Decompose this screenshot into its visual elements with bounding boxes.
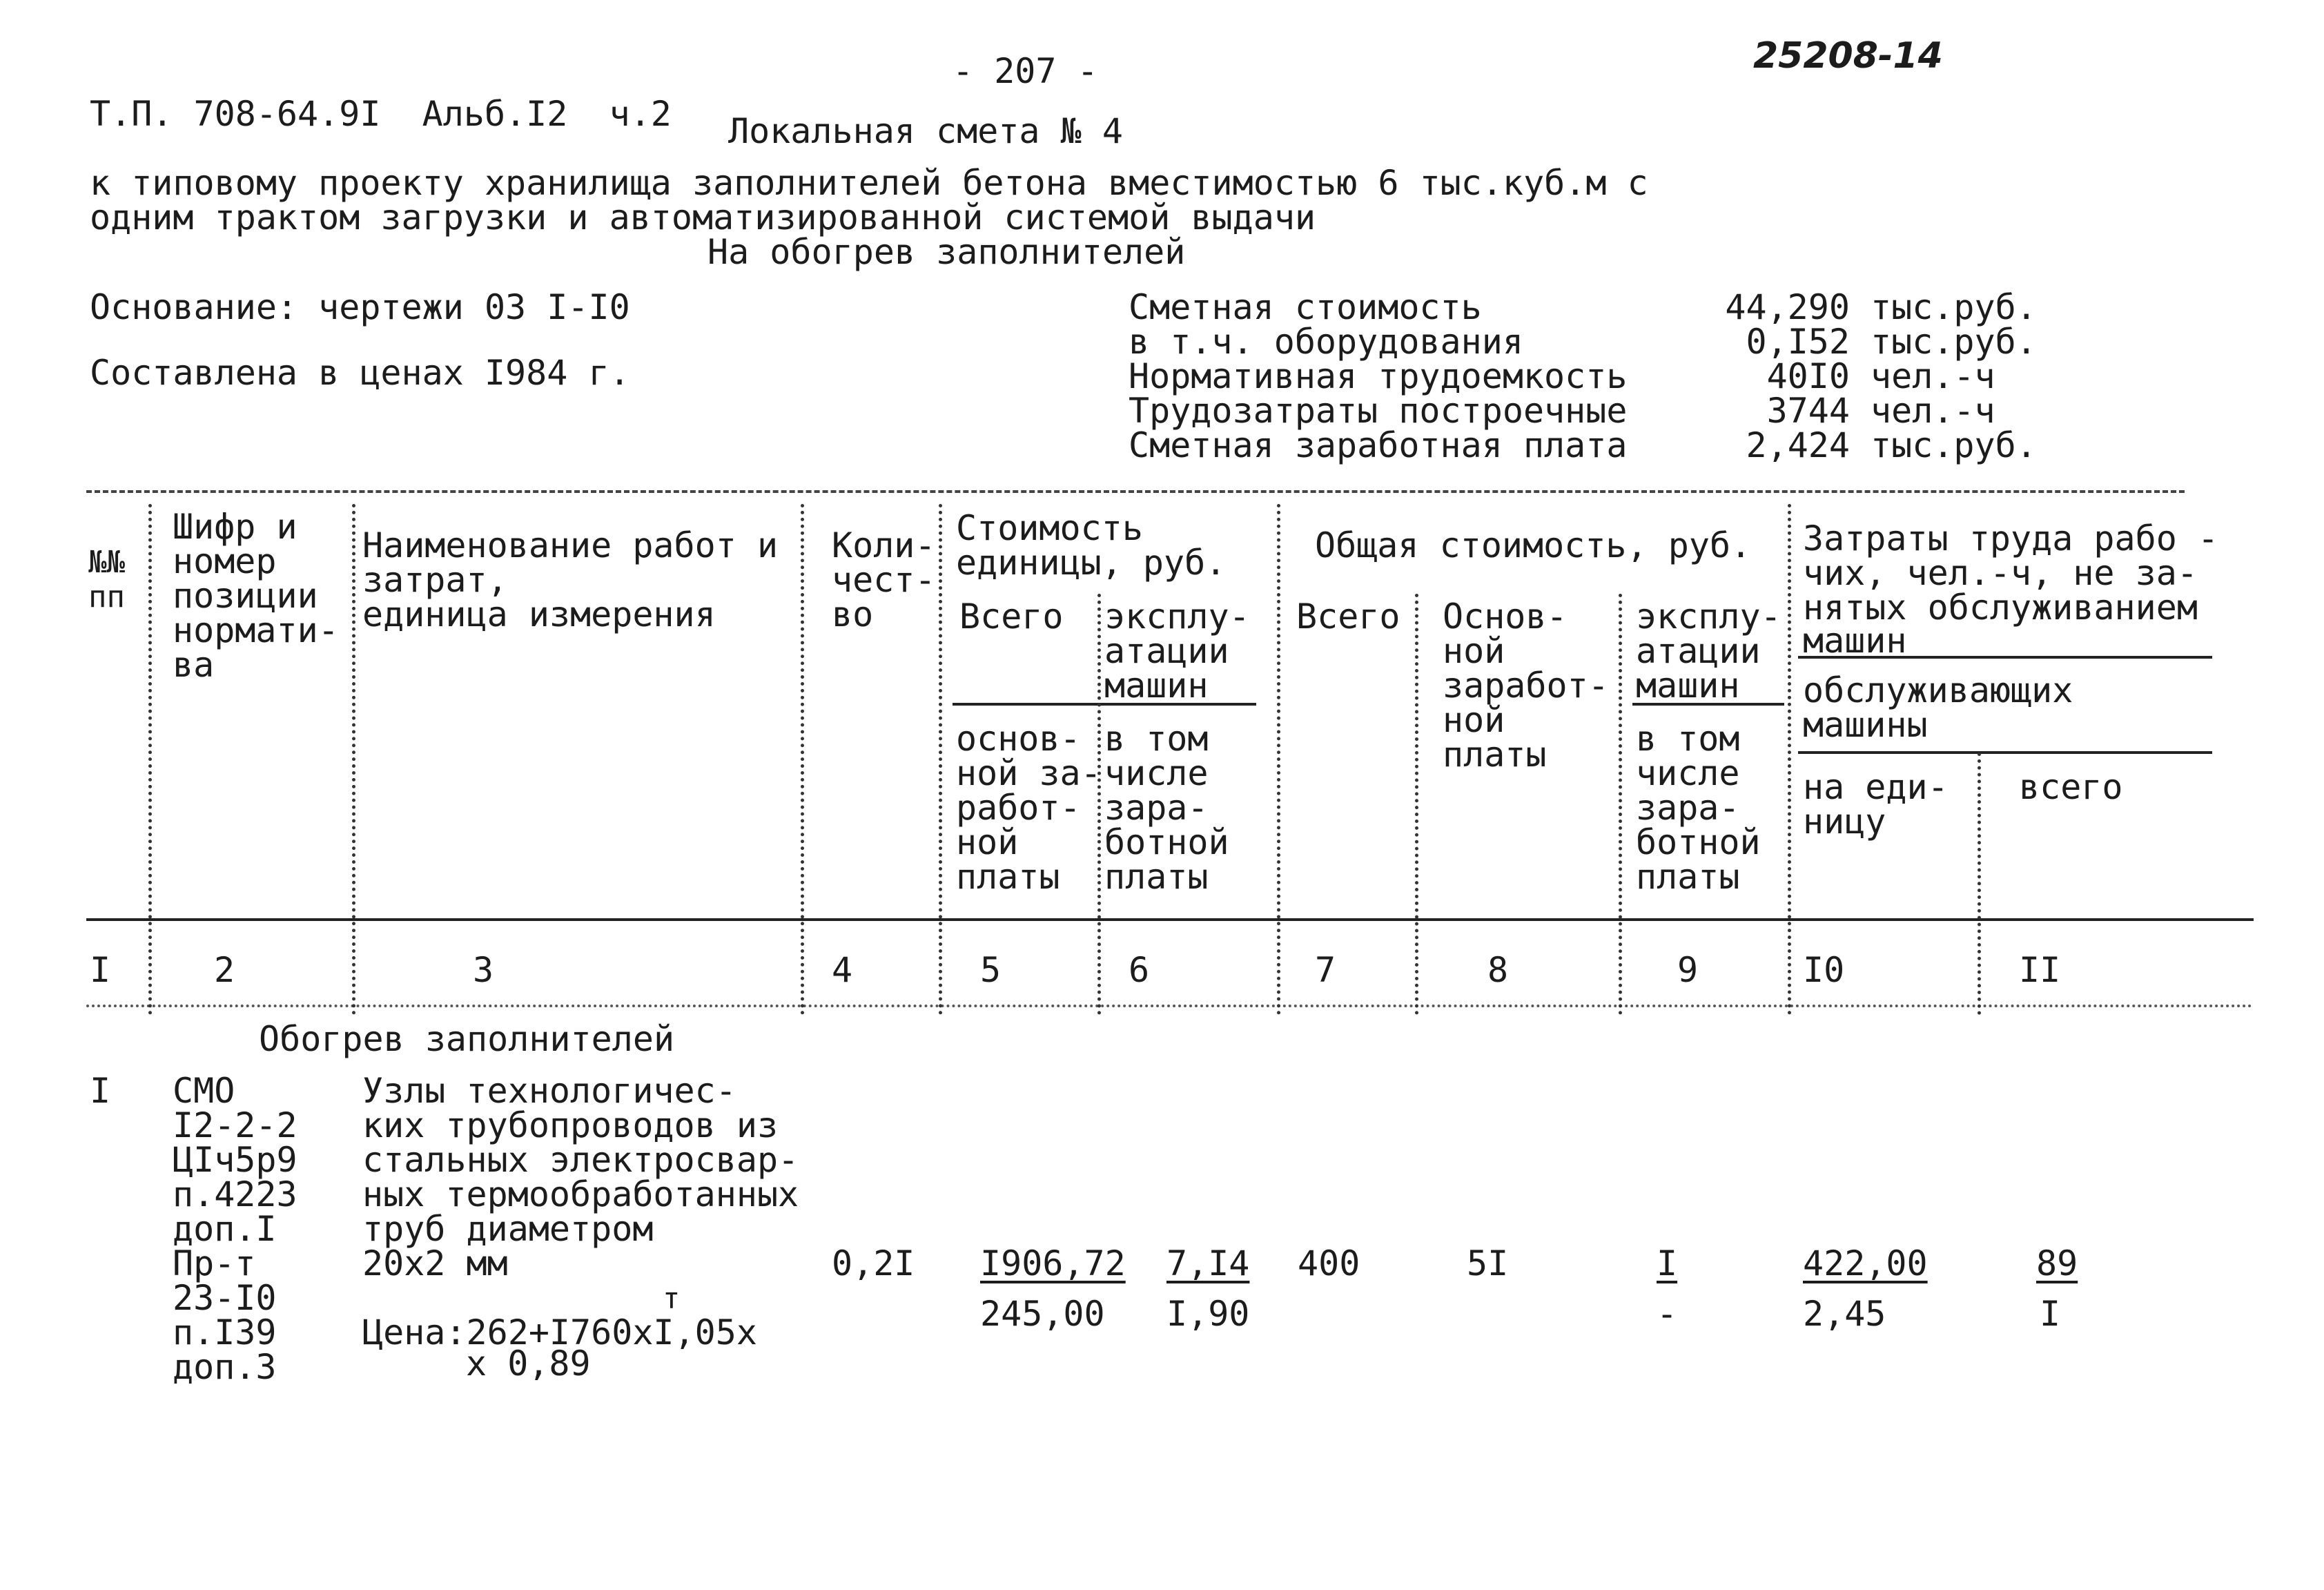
labor-per-unit: 422,00 <box>1803 1243 1928 1283</box>
unit-cost-machines: 7,I4 <box>1166 1243 1250 1283</box>
col-number: 4 <box>832 950 853 990</box>
col-header-6-bottom: в том числе зара- ботной платы <box>1104 719 1229 897</box>
subject-line-1: к типовому проекту хранилища заполнителей бетона вместимостью 6 тыс.куб.м с <box>90 163 1648 203</box>
col-number: 6 <box>1129 950 1150 990</box>
col-number: 7 <box>1315 950 1336 990</box>
summary-value: 44,290 <box>1725 287 1850 327</box>
price-line-1: Цена:262+I760хI,05х <box>362 1312 757 1353</box>
summary-unit: чел.-ч <box>1871 356 1995 396</box>
col-header-10: на еди- ницу <box>1803 767 1949 842</box>
row-quantity: 0,2I <box>832 1243 915 1283</box>
col-number: 9 <box>1677 950 1699 990</box>
summary-unit: тыс.руб. <box>1871 287 2037 327</box>
col-header-9-bottom: в том числе зара- ботной платы <box>1636 719 1761 897</box>
col-header-1: №№ пп <box>88 545 125 614</box>
col-sep <box>1415 594 1418 1015</box>
summary-value: 2,424 <box>1746 425 1850 465</box>
col-header-6-top: эксплу- атации машин <box>1104 597 1250 706</box>
estimate-title: Локальная смета № 4 <box>728 111 1123 151</box>
summary-unit: чел.-ч <box>1871 391 1995 431</box>
total-cost-header: Общая стоимость, руб. <box>1315 525 1752 565</box>
labor-total: 89 <box>2036 1243 2078 1283</box>
col-sep <box>1978 753 1981 1015</box>
section-title: Обогрев заполнителей <box>259 1019 675 1059</box>
col-sep <box>1619 594 1622 1015</box>
col-number: 5 <box>980 950 1002 990</box>
page-number: - 207 - <box>953 51 1098 91</box>
summary-label: Нормативная трудоемкость <box>1129 356 1628 396</box>
summary-value: 40I0 <box>1766 356 1850 396</box>
col-header-8: Основ- ной заработ- ной платы <box>1443 597 1609 775</box>
subject-line-2: одним трактом загрузки и автоматизированной системой выдачи <box>90 197 1316 237</box>
col-header-7: Всего <box>1296 597 1400 637</box>
col-number: 3 <box>473 950 494 990</box>
col-header-11: всего <box>2019 767 2123 807</box>
labor-sub-rule-2 <box>1798 751 2212 754</box>
unit-cost-header: Стоимость единицы, руб. <box>956 508 1227 583</box>
col-number: I <box>90 950 111 990</box>
labor-per-unit-service: 2,45 <box>1803 1294 1886 1334</box>
doc-code: Т.П. 708-64.9I Альб.I2 ч.2 <box>90 94 672 134</box>
row-name: Узлы технологичес- ких трубопроводов из стальных электросвар- ных термообработанных труб диаметром 20х2 мм <box>362 1071 799 1283</box>
row-number: I <box>90 1071 111 1111</box>
row-code: СМО I2-2-2 ЦIч5р9 п.4223 доп.I Пр-т 23-I0 п.I39 доп.3 <box>173 1071 297 1387</box>
total-cost: 400 <box>1298 1243 1360 1283</box>
basis: Основание: чертежи 03 I-I0 <box>90 287 630 327</box>
col-sep <box>1788 504 1791 1015</box>
col-header-5-top: Всего <box>959 597 1064 637</box>
summary-unit: тыс.руб. <box>1871 425 2037 465</box>
table-top-rule <box>86 490 2185 493</box>
col-header-3: Наименование работ и затрат, единица измерения <box>362 525 779 634</box>
prices: Составлена в ценах I984 г. <box>90 353 630 393</box>
subtitle: На обогрев заполнителей <box>707 232 1186 272</box>
col-number: I0 <box>1803 950 1845 990</box>
price-line-2: х 0,89 <box>466 1344 591 1384</box>
summary-unit: тыс.руб. <box>1871 322 2037 362</box>
summary-label: Сметная стоимость <box>1129 287 1482 327</box>
labor-header-line3: нятых обслуживанием <box>1803 588 2198 628</box>
col-sep <box>148 504 152 1015</box>
col-header-5-bottom: основ- ной за- работ- ной платы <box>956 719 1102 897</box>
total-wage: 5I <box>1467 1243 1509 1283</box>
col-number: 2 <box>214 950 235 990</box>
col-header-9-top: эксплу- атации машин <box>1636 597 1781 706</box>
summary-label: Сметная заработная плата <box>1129 425 1628 465</box>
numbers-bottom-rule <box>86 1005 2254 1007</box>
col-sep <box>801 504 804 1015</box>
price-superscript: т <box>663 1281 681 1315</box>
col-header-4: Коли- чест- во <box>832 525 936 634</box>
unit-cost-total: I906,72 <box>980 1243 1126 1283</box>
total-machines-wage: - <box>1657 1294 1678 1334</box>
summary-label: в т.ч. оборудования <box>1129 322 1523 362</box>
col-sep <box>939 504 942 1015</box>
col-number: 8 <box>1487 950 1509 990</box>
labor-header-line1: Затраты труда рабо - <box>1803 518 2219 559</box>
header-bottom-rule <box>86 918 2254 921</box>
labor-sub-header: обслуживающих машины <box>1803 670 2073 745</box>
handwritten-number: 25208-14 <box>1753 35 1943 77</box>
col-header-2: Шифр и номер позиции нормати- ва <box>173 507 339 685</box>
unit-cost-machines-wage: I,90 <box>1166 1294 1250 1334</box>
col-number: II <box>2019 950 2061 990</box>
unit-cost-wage: 245,00 <box>980 1294 1105 1334</box>
col-sep <box>352 504 355 1015</box>
summary-value: 3744 <box>1766 391 1850 431</box>
labor-header-line4: машин <box>1803 621 1907 661</box>
summary-value: 0,I52 <box>1746 322 1850 362</box>
summary-label: Трудозатраты построечные <box>1129 391 1628 431</box>
total-machines: I <box>1657 1243 1678 1283</box>
labor-total-service: I <box>2040 1294 2061 1334</box>
col-sep <box>1277 504 1280 1015</box>
labor-header-line2: чих, чел.-ч, не за- <box>1803 553 2198 593</box>
